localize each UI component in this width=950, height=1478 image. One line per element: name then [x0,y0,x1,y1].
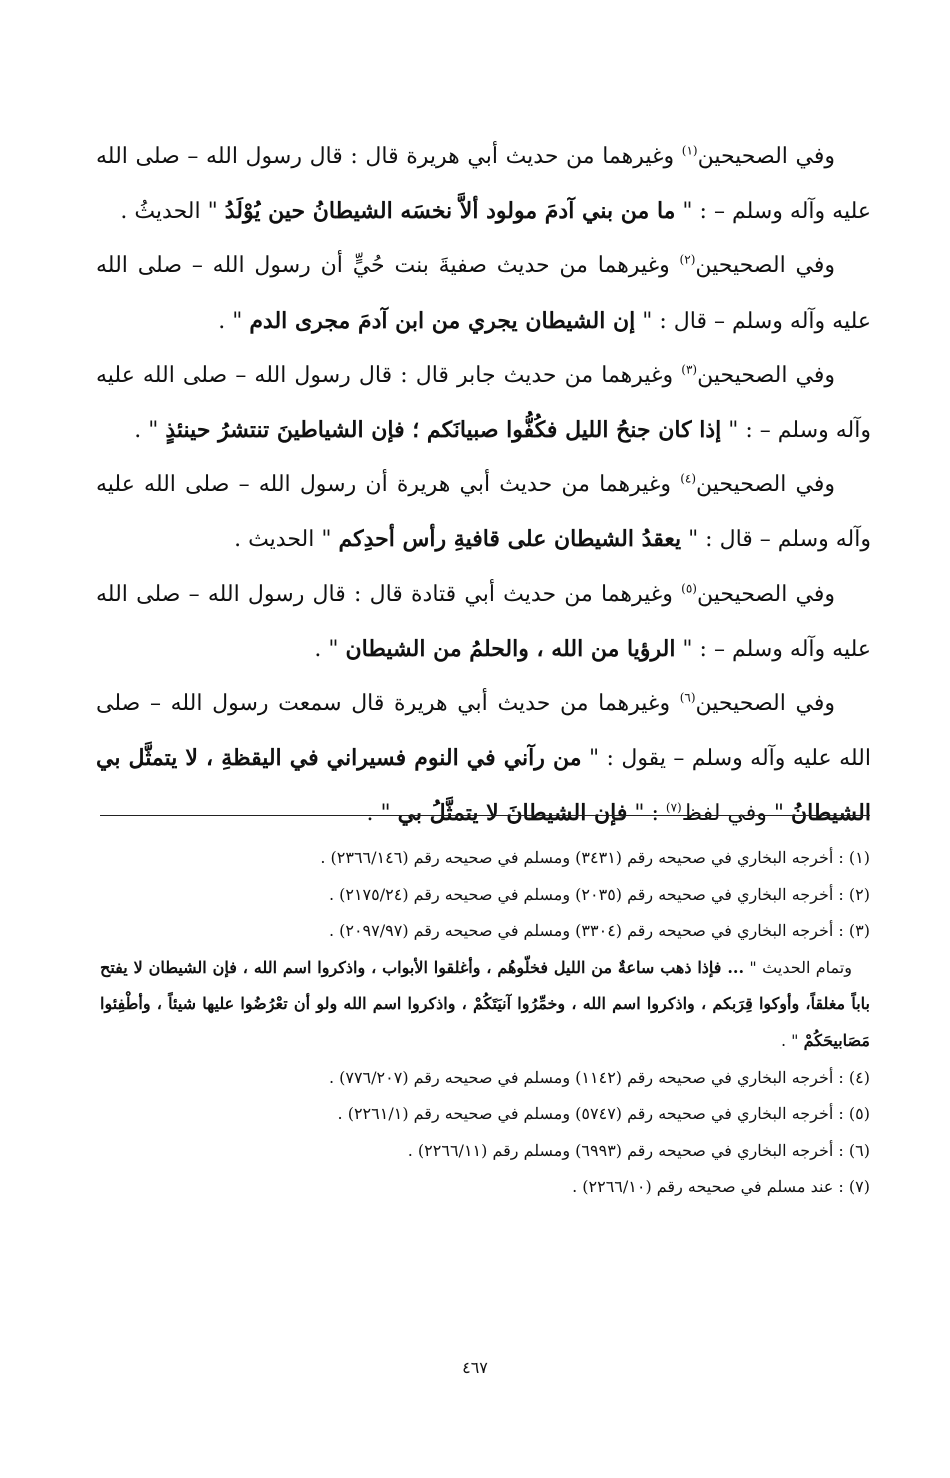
paragraph-text: " وفي لفظ [681,801,791,827]
paragraph-text: وفي الصحيحين [695,691,835,717]
paragraph-text: وغيرهما من حديث صفيةَ بنت حُيٍّ أن رسول الله – صلى الله عليه وآله وسلم – قال : " [96,253,871,334]
paragraph-3 [96,349,871,458]
footnote-ref: (٢) [679,253,696,268]
paragraph-text: وغيرهما من حديث أبي هريرة قال : قال رسول الله – صلى الله عليه وآله وسلم – : " [96,144,871,225]
footnote-4: (٤) : أخرجه البخاري في صحيحه رقم (١١٤٢) ومسلم في صحيحه رقم (٧٧٦/٢٠٧) . [328,1067,870,1087]
paragraph-text: " الحديثُ . [120,199,225,225]
footnote-text: وتمام الحديث " [744,957,852,977]
paragraph-text: وغيرهما من حديث أبي هريرة أن رسول الله – صلى الله عليه وآله وسلم – قال : " [96,472,871,553]
footnote-ref: (٤) [680,471,697,486]
paragraph-text: وفي الصحيحين [696,581,835,607]
paragraph-text: " الحديث . [234,527,339,553]
footnote-3-continuation [100,950,870,1060]
hadith-quote: إذا كان جنحُ الليل فكُفُّوا صبيانَكم ؛ فإن الشياطينَ تنتشرُ حينئذٍ [165,417,722,444]
hadith-quote: ما من بني آدمَ مولود ألاَّ نخسَه الشيطانُ حين يُوْلَدُ [224,198,676,225]
paragraph-text: " . [314,636,346,662]
footnote-ref: (٧) [665,801,682,816]
paragraph-6 [96,677,871,842]
paragraph-text: " . [134,418,166,444]
hadith-quote: ... فإذا ذهب ساعةٌ من الليل فخلّوهُم ، وأغلقوا الأبواب ، واذكروا اسم الله ، فإن الشيطان لا يفتح باباً مغلقاً، وأوكوا قِرَبكم ، واذكروا اسم الله ، وخمِّرُوا آنيَتَكُمْ ، واذكروا اسم الله ولو أن تعْرُضُوا عليها شيئاً ، وأطْفِئوا مَصَابيحَكُمْ [100,957,870,1050]
paragraph-text: وفي الصحيحين [695,253,835,279]
paragraph-1 [96,130,871,239]
paragraph-text: وغيرهما من حديث أبي قتادة قال : قال رسول الله – صلى الله عليه وآله وسلم – : " [96,581,871,662]
footnote-3: (٣) : أخرجه البخاري في صحيحه رقم (٣٣٠٤) ومسلم في صحيحه رقم (٢٠٩٧/٩٧) . [328,921,870,941]
hadith-quote: يعقدُ الشيطان على قافيةِ رأس أحدِكم [338,526,682,553]
paragraph-text: " . [366,801,398,827]
footnote-7: (٧) : عند مسلم في صحيحه رقم (٢٢٦٦/١٠) . [572,1177,870,1197]
page-number: ٤٦٧ [462,1358,488,1377]
footnote-ref: (٦) [679,690,696,705]
footnote-ref: (١) [681,143,698,158]
hadith-quote: الرؤيا من الله ، والحلمُ من الشيطان [345,635,676,662]
footnotes [100,840,870,1206]
footnote-2: (٢) : أخرجه البخاري في صحيحه رقم (٢٠٣٥) ومسلم في صحيحه رقم (٢١٧٥/٢٤) . [328,884,870,904]
paragraph-5 [96,568,871,677]
paragraph-text: وغيرهما من حديث أبي هريرة قال سمعت رسول الله – صلى الله عليه وآله وسلم – يقول : " [96,691,871,772]
paragraph-text: وفي الصحيحين [696,472,835,498]
paragraph-text: وفي الصحيحين [697,362,836,388]
footnote-divider [100,815,870,816]
main-text [96,130,871,842]
paragraph-2 [96,239,871,348]
footnote-5: (٥) : أخرجه البخاري في صحيحه رقم (٥٧٤٧) ومسلم في صحيحه رقم (٢٢٦١/١) . [337,1104,870,1124]
footnote-text: " . [780,1030,804,1050]
footnote-ref: (٣) [681,362,698,377]
footnote-1: (١) : أخرجه البخاري في صحيحه رقم (٣٤٣١) ومسلم في صحيحه رقم (٢٣٦٦/١٤٦) . [320,848,870,867]
paragraph-text: " . [218,308,250,334]
hadith-quote: فإن الشيطانَ لا يتمثَّلُ بي [397,800,628,827]
footnote-6: (٦) : أخرجه البخاري في صحيحه رقم (٦٩٩٣) ومسلم رقم (٢٢٦٦/١١) . [407,1140,870,1160]
hadith-quote: إن الشيطان يجري من ابن آدمَ مجرى الدم [249,307,636,334]
hadith-quote: من رآني في النوم فسيراني في اليقظةِ ، لا يتمثَّل بي الشيطانُ [96,745,871,827]
paragraph-text: وفي الصحيحين [697,144,835,169]
paragraph-4 [96,458,871,567]
paragraph-text: وغيرهما من حديث جابر قال : قال رسول الله – صلى الله عليه وآله وسلم – : " [96,362,871,444]
footnote-ref: (٥) [681,581,697,596]
paragraph-text: : " [627,801,666,827]
